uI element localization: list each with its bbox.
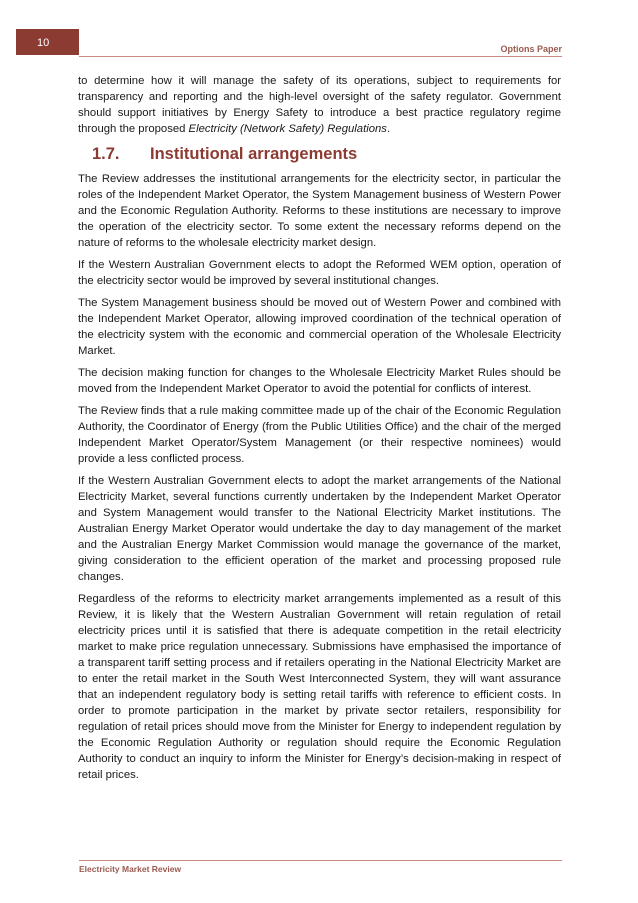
paragraph-safety-continuation: to determine how it will manage the safety of its operations, subject to requirements for transparency and reporting and the high-level oversight of the safety regulator. Government should support initiatives by Energy Safety to introduce a best practice regulatory regime through the proposed Electricity (Network Safety) Regulations. xyxy=(78,75,561,135)
paragraph-7: Regardless of the reforms to electricity market arrangements implemented as a result of this Review, it is likely that the Western Australian Government will retain regulation of retail electricity prices until it is satisfied that there is adequate competition in the retail electricity market to make price regulation unnecessary. Submissions have emphasised the importance of a transparent tariff setting process and if retailers operating in the National Electricity Market are to enter the retail market in the South West Interconnected System, they will want assurance that an independent regulatory body is setting retail tariffs with reference to efficient costs. In order to promote participation in the market by private sector retailers, responsibility for regulation of retail prices should move from the Minister for Energy to independent regulation by the Economic Regulation Authority or regulation should require the Economic Regulation Authority to conduct an inquiry to inform the Minister for Energy’s decision-making in respect of retail prices. xyxy=(78,593,561,781)
section-heading xyxy=(78,143,561,165)
regulations-title: Electricity (Network Safety) Regulations xyxy=(188,123,387,135)
paragraph-4: The decision making function for changes to the Wholesale Electricity Market Rules should be moved from the Independent Market Operator to avoid the potential for conflicts of interest. xyxy=(78,367,561,395)
paragraph-6: If the Western Australian Government elects to adopt the market arrangements of the National Electricity Market, several functions currently undertaken by the Independent Market Operator and System Management would transfer to the National Electricity Market institutions. The Australian Energy Market Operator would undertake the day to day management of the market and the Australian Energy Market Commission would manage the governance of the market, giving consideration to the efficient operation of the market and processing proposed rule changes. xyxy=(78,475,561,583)
document-type-label: Options Paper xyxy=(500,44,562,54)
paragraph-3: The System Management business should be moved out of Western Power and combined with the Independent Market Operator, allowing improved coordination of the technical operation of the electricity system with the economic and commercial operation of the Wholesale Electricity Market. xyxy=(78,297,561,357)
section-number: 1.7. xyxy=(92,145,120,163)
paragraph-2: If the Western Australian Government elects to adopt the Reformed WEM option, operation of the electricity sector would be improved by several institutional changes. xyxy=(78,259,561,287)
page-number: 10 xyxy=(37,37,50,49)
paragraph-1: The Review addresses the institutional arrangements for the electricity sector, in particular the roles of the Independent Market Operator, the System Management business of Western Power and the Economic Regulation Authority. Reforms to these institutions are necessary to improve the operation of the electricity sector. To some extent the necessary reforms depend on the nature of reforms to the wholesale electricity market design. xyxy=(78,173,561,249)
page-body xyxy=(78,73,561,789)
header-divider xyxy=(79,56,562,57)
page-number-tab xyxy=(16,29,79,55)
footer-title: Electricity Market Review xyxy=(79,864,182,874)
footer-divider xyxy=(79,860,562,861)
paragraph-5: The Review finds that a rule making committee made up of the chair of the Economic Regulation Authority, the Coordinator of Energy (from the Public Utilities Office) and the chair of the merged Independent Market Operator/System Management (or their respective nominees) would provide a less conflicted process. xyxy=(78,405,561,465)
section-title: Institutional arrangements xyxy=(150,145,358,163)
